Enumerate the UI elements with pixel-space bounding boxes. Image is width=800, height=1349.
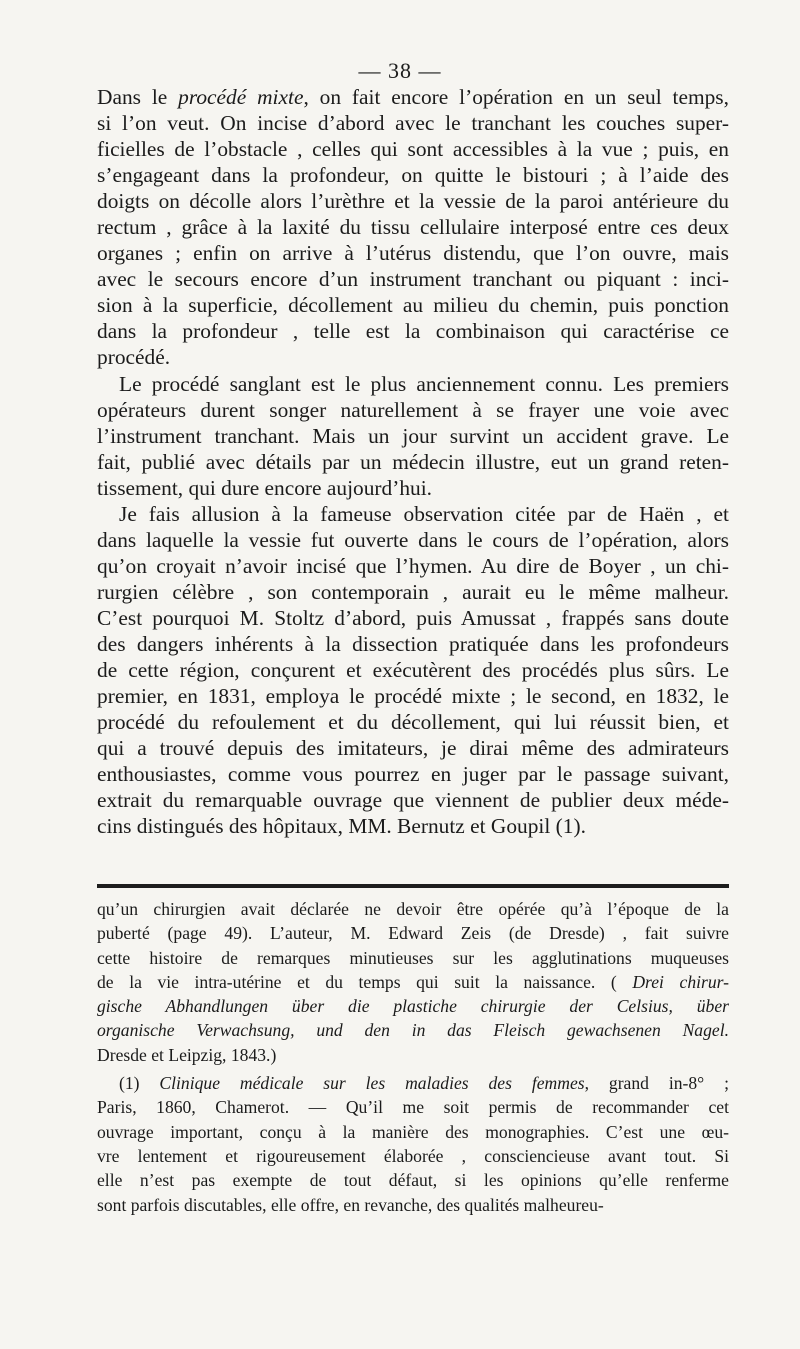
- text-run: ficielles de l’obstacle , celles qui sont accessibles à la vue ; puis, en: [97, 137, 729, 162]
- text-run: Paris, 1860, Chamerot. — Qu’il me soit permis de recommander cet: [97, 1097, 729, 1118]
- text-run: cins distingués des hôpitaux, MM. Bernutz et Goupil (1).: [97, 814, 586, 839]
- text-line: [97, 631, 729, 657]
- footnote-line: [97, 1043, 729, 1067]
- page-number: — 38 —: [358, 58, 442, 83]
- text-line: [97, 761, 729, 787]
- text-run: , grand in-8° ;: [584, 1073, 729, 1094]
- text-line: [97, 501, 729, 527]
- text-run: s’engageant dans la profondeur, on quitte le bistouri ; à l’aide des: [97, 163, 729, 188]
- text-run: organes ; enfin on arrive à l’utérus distendu, que l’on ouvre, mais: [97, 241, 729, 266]
- footnote-line: [97, 897, 729, 921]
- text-line: [97, 579, 729, 605]
- text-run: Dans le: [97, 85, 179, 109]
- text-run: qu’on croyait n’avoir incisé que l’hymen. Au dire de Boyer , un chi-: [97, 553, 729, 578]
- footnote-line: [97, 1095, 729, 1119]
- text-run: si l’on veut. On incise d’abord avec le tranchant les couches super-: [97, 111, 729, 136]
- text-run: l’instrument tranchant. Mais un jour survint un accident grave. Le: [97, 423, 729, 448]
- text-line: [97, 709, 729, 735]
- footnote-line: [97, 1144, 729, 1168]
- text-run: premier, en 1831, employa le procédé mixte ; le second, en 1832, le: [97, 684, 729, 709]
- text-run: enthousiastes, comme vous pourrez en juger par le passage suivant,: [97, 762, 729, 787]
- main-text: [97, 84, 729, 839]
- text-line: [97, 553, 729, 579]
- text-line: [97, 240, 729, 266]
- text-run: procédé.: [97, 345, 171, 370]
- text-run: opérateurs durent songer naturellement à se frayer une voie avec: [97, 397, 729, 422]
- text-line: [97, 449, 729, 475]
- italic-text: procédé mixte: [178, 85, 304, 109]
- text-run: sont parfois discutables, elle offre, en revanche, des qualités malheureu-: [97, 1194, 604, 1215]
- footnote-line: [97, 1071, 729, 1095]
- italic-text: Clinique médicale sur les maladies des femmes: [159, 1073, 585, 1094]
- text-run: puberté (page 49). L’auteur, M. Edward Zeis (de Dresde) , fait suivre: [97, 923, 729, 944]
- footnotes: [97, 897, 729, 1217]
- text-line: [97, 397, 729, 423]
- text-run: rurgien célèbre , son contemporain , aurait eu le même malheur.: [97, 579, 729, 604]
- text-run: dans laquelle la vessie fut ouverte dans le cours de l’opération, alors: [97, 527, 729, 552]
- text-run: doigts on décolle alors l’urèthre et la vessie de la paroi antérieure du: [97, 189, 729, 214]
- text-run: cette histoire de remarques minutieuses sur les agglutinations muqueuses: [97, 947, 729, 968]
- text-line: [97, 84, 729, 110]
- text-run: , on fait encore l’opération en un seul temps,: [303, 85, 729, 109]
- text-line: [97, 423, 729, 449]
- footnote-rule: [97, 884, 729, 888]
- text-run: de cette région, conçurent et exécutèrent des procédés plus sûrs. Le: [97, 658, 729, 683]
- text-run: Je fais allusion à la fameuse observation citée par de Haën , et: [119, 501, 729, 526]
- text-line: [97, 136, 729, 162]
- text-run: C’est pourquoi M. Stoltz d’abord, puis Amussat , frappés sans doute: [97, 605, 729, 630]
- footnote-line: [97, 1018, 729, 1042]
- footnote-line: [97, 970, 729, 994]
- text-run: rectum , grâce à la laxité du tissu cellulaire interposé entre ces deux: [97, 215, 729, 240]
- text-line: [97, 162, 729, 188]
- text-run: qui a trouvé depuis des imitateurs, je dirai même des admirateurs: [97, 736, 729, 761]
- text-line: [97, 813, 729, 839]
- text-run: avec le secours encore d’un instrument tranchant ou piquant : inci-: [97, 267, 729, 292]
- text-line: [97, 605, 729, 631]
- text-line: [97, 475, 729, 501]
- text-line: [97, 188, 729, 214]
- text-run: (1): [119, 1073, 160, 1094]
- text-line: [97, 318, 729, 344]
- text-run: des dangers inhérents à la dissection pratiquée dans les profondeurs: [97, 631, 729, 656]
- text-line: [97, 683, 729, 709]
- text-line: [97, 735, 729, 761]
- text-run: sion à la superficie, décollement au milieu du chemin, puis ponction: [97, 293, 729, 318]
- text-run: vre lentement et rigoureusement élaborée , consciencieuse avant tout. Si: [97, 1145, 729, 1166]
- text-line: [97, 266, 729, 292]
- text-run: extrait du remarquable ouvrage que viennent de publier deux méde-: [97, 788, 729, 813]
- text-run: elle n’est pas exempte de tout défaut, si les opinions qu’elle renferme: [97, 1170, 729, 1191]
- text-line: [97, 787, 729, 813]
- text-run: dans la profondeur , telle est la combinaison qui caractérise ce: [97, 319, 729, 344]
- text-line: [97, 344, 729, 370]
- text-run: tissement, qui dure encore aujourd’hui.: [97, 475, 433, 500]
- text-run: qu’un chirurgien avait déclarée ne devoir être opérée qu’à l’époque de la: [97, 899, 729, 919]
- text-line: [97, 214, 729, 240]
- text-run: procédé du refoulement et du décollement, qui lui réussit bien, et: [97, 710, 729, 735]
- footnote-line: [97, 921, 729, 945]
- footnote-line: [97, 946, 729, 970]
- italic-text: Drei chirur-: [632, 971, 729, 992]
- text-run: ouvrage important, conçu à la manière des monographies. C’est une œu-: [97, 1121, 729, 1142]
- text-line: [97, 110, 729, 136]
- text-line: [97, 292, 729, 318]
- text-line: [97, 371, 729, 397]
- text-run: Le procédé sanglant est le plus anciennement connu. Les premiers: [119, 371, 729, 396]
- text-line: [97, 657, 729, 683]
- footnote-line: [97, 1193, 729, 1217]
- text-run: fait, publié avec détails par un médecin illustre, eut un grand reten-: [97, 449, 729, 474]
- italic-text: gische Abhandlungen über die plastiche chirurgie der Celsius, über: [97, 996, 729, 1017]
- text-run: de la vie intra-utérine et du temps qui suit la naissance. (: [97, 971, 633, 992]
- text-run: Dresde et Leipzig, 1843.): [97, 1044, 277, 1065]
- italic-text: organische Verwachsung, und den in das Fleisch gewachsenen Nagel.: [97, 1020, 729, 1041]
- text-line: [97, 527, 729, 553]
- footnote-line: [97, 1120, 729, 1144]
- footnote-line: [97, 994, 729, 1018]
- footnote-line: [97, 1168, 729, 1192]
